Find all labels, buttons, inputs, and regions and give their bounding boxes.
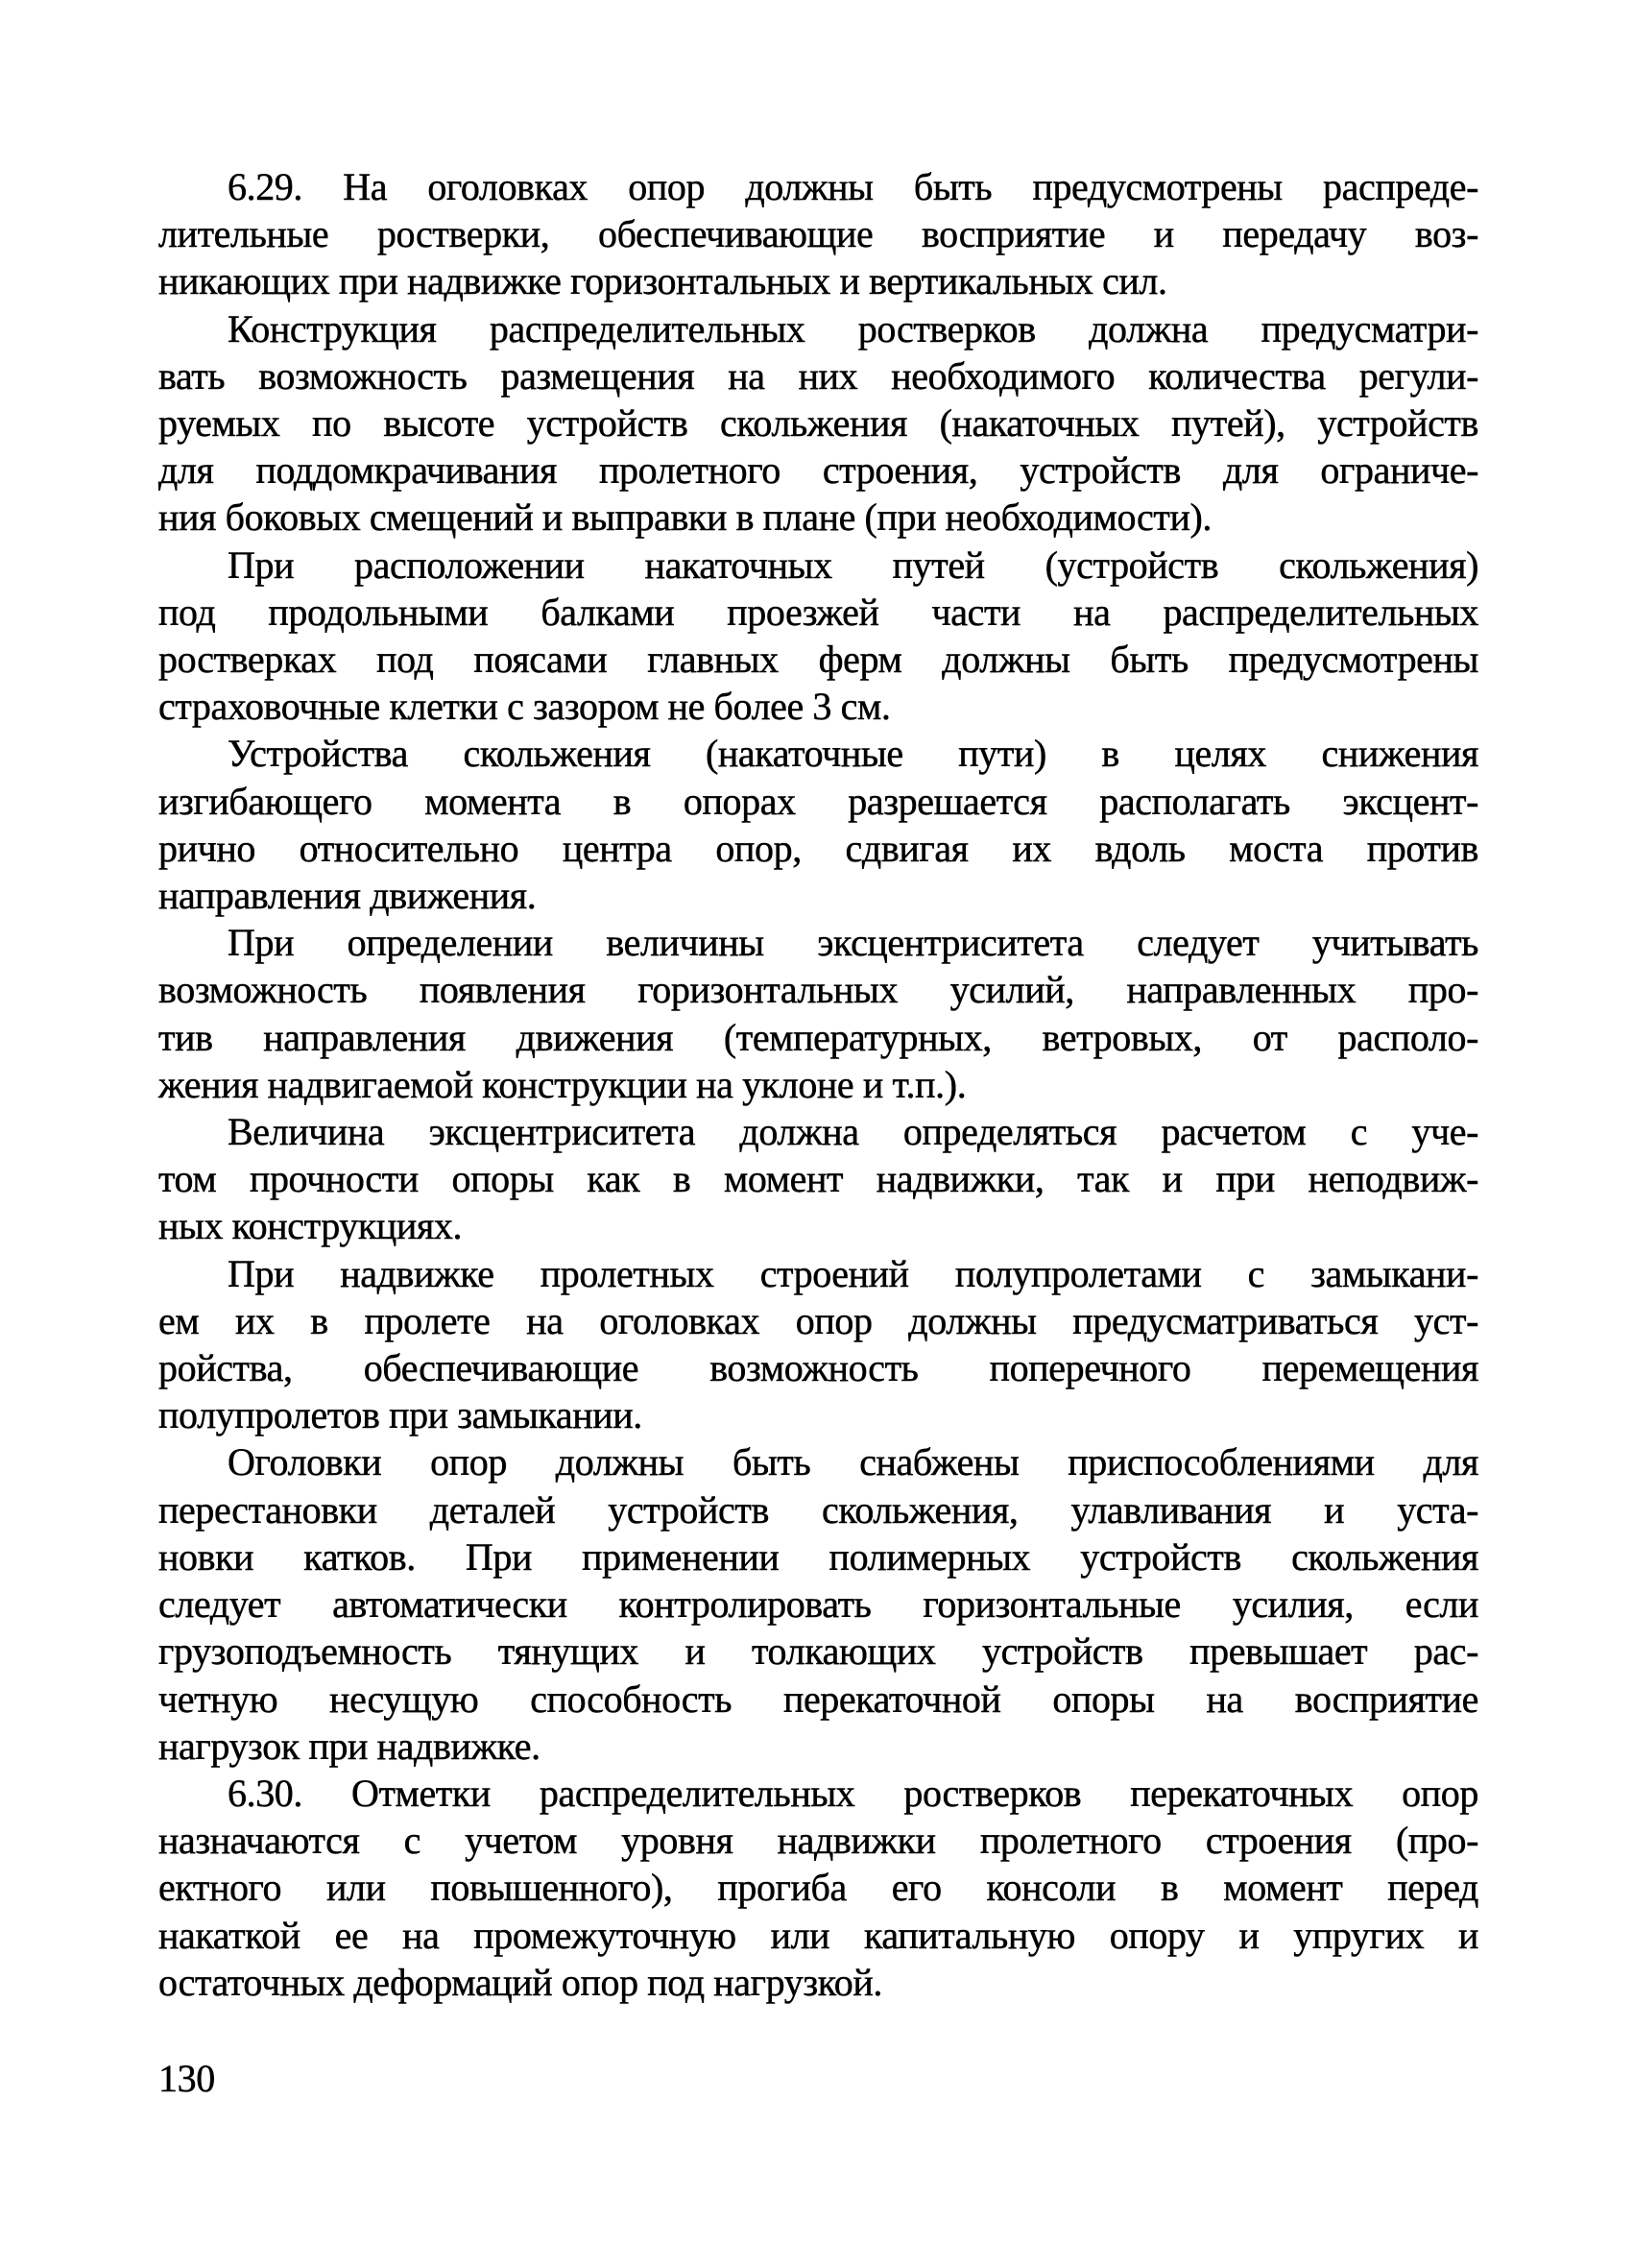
text-line: новки катков. При применении полимерных устройств скольжения <box>158 1534 1478 1579</box>
text-line: Устройства скольжения (накаточные пути) в целях снижения <box>228 732 1478 776</box>
text-line: остаточных деформаций опор под нагрузкой. <box>158 1960 882 2004</box>
text-line: нагрузок при надвижке. <box>158 1724 540 1768</box>
text-line: под продольными балками проезжей части на распределительных <box>158 590 1478 634</box>
text-line: направления движения. <box>158 874 537 918</box>
text-line: возможность появления горизонтальных усилий, направленных про- <box>158 968 1478 1012</box>
page-number: 130 <box>158 2057 215 2100</box>
text-line: ройства, обеспечивающие возможность поперечного перемещения <box>158 1346 1478 1390</box>
text-line: ния боковых смещений и выправки в плане (при необходимости). <box>158 495 1213 540</box>
text-line: лительные ростверки, обеспечивающие восприятие и передачу воз- <box>158 212 1478 256</box>
text-line: Конструкция распределительных ростверков должна предусматри- <box>228 306 1478 350</box>
text-line: полупролетов при замыкании. <box>158 1393 642 1437</box>
text-line: При надвижке пролетных строений полупролетами с замыкани- <box>228 1251 1478 1295</box>
text-line: 6.29. На оголовках опор должны быть предусмотрены распреде- <box>228 165 1478 208</box>
text-line: руемых по высоте устройств скольжения (накаточных путей), устройств <box>158 401 1478 446</box>
text-line: жения надвигаемой конструкции на уклоне и т.п.). <box>158 1062 967 1106</box>
text-line: вать возможность размещения на них необходимого количества регули- <box>158 353 1478 398</box>
text-line: При определении величины эксцентриситета следует учитывать <box>228 921 1478 965</box>
text-line: том прочности опоры как в момент надвижки, так и при неподвиж- <box>158 1157 1478 1201</box>
text-line: изгибающего момента в опорах разрешается располагать эксцент- <box>158 779 1478 823</box>
text-line: следует автоматически контролировать горизонтальные усилия, если <box>158 1582 1478 1627</box>
text-line: страховочные клетки с зазором не более 3 см. <box>158 685 891 729</box>
text-line: При расположении накаточных путей (устройств скольжения) <box>228 543 1478 587</box>
text-line: ем их в пролете на оголовках опор должны предусматриваться уст- <box>158 1298 1478 1342</box>
text-line: никающих при надвижке горизонтальных и вертикальных сил. <box>158 259 1167 303</box>
text-line: ростверках под поясами главных ферм должны быть предусмотрены <box>158 638 1478 682</box>
text-line: Оголовки опор должны быть снабжены приспособлениями для <box>228 1440 1478 1484</box>
text-line: назначаются с учетом уровня надвижки пролетного строения (про- <box>158 1819 1478 1863</box>
text-line: грузоподъемность тянущих и толкающих устройств превышает рас- <box>158 1629 1478 1674</box>
text-line: тив направления движения (температурных, ветровых, от располо- <box>158 1015 1478 1059</box>
text-line: рично относительно центра опор, сдвигая их вдоль моста против <box>158 826 1478 870</box>
body-text <box>158 163 1478 2006</box>
text-line: ных конструкциях. <box>158 1204 463 1248</box>
text-line: ектного или повышенного), прогиба его консоли в момент перед <box>158 1866 1478 1910</box>
text-line: для поддомкрачивания пролетного строения, устройств для ограниче- <box>158 448 1478 493</box>
text-line: накаткой ее на промежуточную или капитальную опору и упругих и <box>158 1913 1478 1957</box>
text-line: перестановки деталей устройств скольжения, улавливания и уста- <box>158 1487 1478 1532</box>
text-line: четную несущую способность перекаточной опоры на восприятие <box>158 1677 1478 1721</box>
text-line: Величина эксцентриситета должна определяться расчетом с уче- <box>228 1110 1478 1154</box>
text-line: 6.30. Отметки распределительных ростверков перекаточных опор <box>228 1771 1478 1815</box>
